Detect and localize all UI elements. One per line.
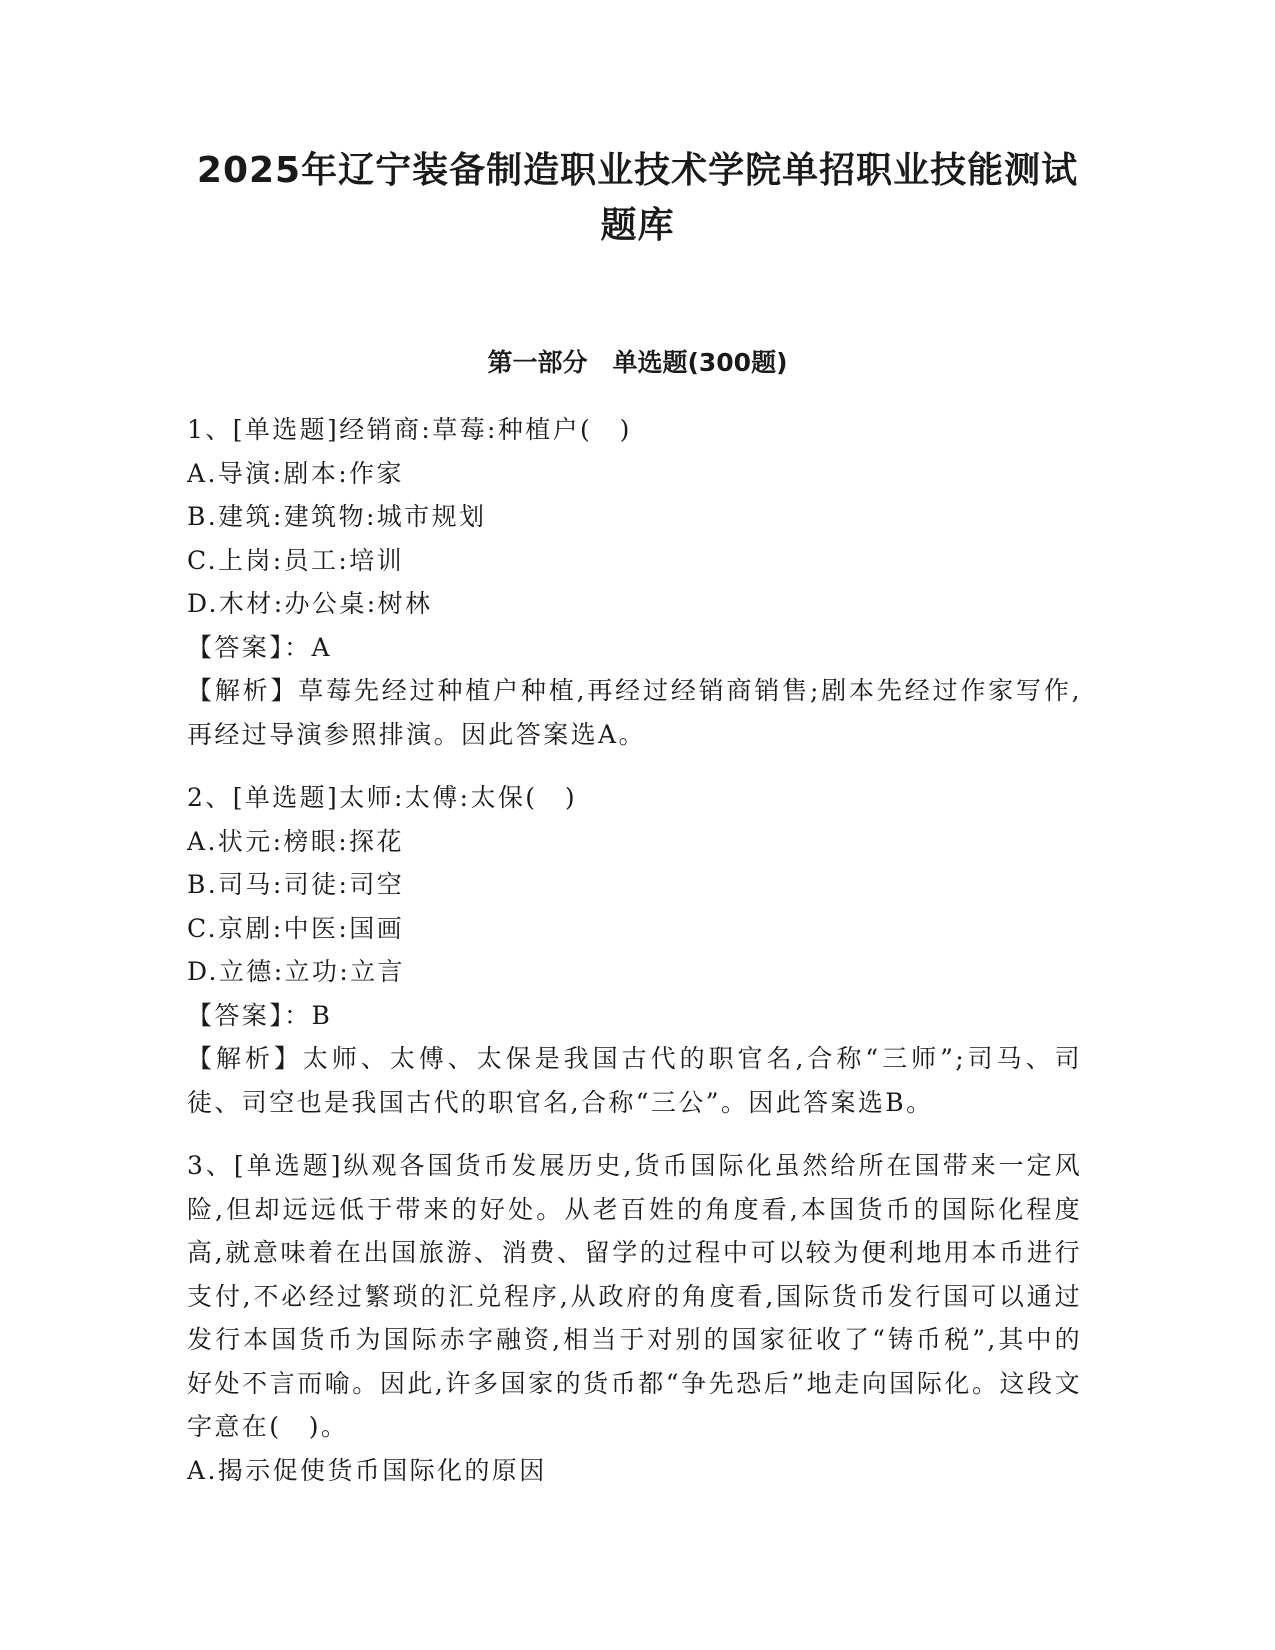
question-stem: 3、[单选题]纵观各国货币发展历史,货币国际化虽然给所在国带来一定风险,但却远远低于带来的好处。从老百姓的角度看,本国货币的国际化程度高,就意味着在出国旅游、消费、留学的过程中可以较为便利地用本币进行支付,不必经过繁琐的汇兑程序,从政府的角度看,国际货币发行国可以通过发行本国货币为国际赤字融资,相当于对别的国家征收了“铸币税”,其中的好处不言而喻。因此,许多国家的货币都“争先恐后”地走向国际化。这段文字意在( )。 <box>187 1151 1082 1441</box>
option-a: A.导演:剧本:作家 <box>187 458 404 488</box>
title-line-1: 2025年辽宁装备制造职业技术学院单招职业技能测试 <box>196 150 1079 191</box>
option-d: D.立德:立功:立言 <box>187 957 405 986</box>
option-a: A.状元:榜眼:探花 <box>187 826 404 856</box>
answer: 【答案】：A <box>187 632 332 662</box>
option-a: A.揭示促使货币国际化的原因 <box>187 1455 547 1485</box>
question-3 <box>187 1144 1082 1492</box>
question-stem: 1、[单选题]经销商:草莓:种植户( ) <box>187 415 632 444</box>
question-list <box>187 408 1082 1512</box>
answer: 【答案】：B <box>187 1000 333 1030</box>
option-d: D.木材:办公桌:树林 <box>187 589 433 618</box>
question-1 <box>187 408 1082 756</box>
question-2 <box>187 776 1082 1124</box>
title-line-2: 题库 <box>600 205 675 246</box>
option-b: B.司马:司徒:司空 <box>187 870 405 899</box>
analysis: 【解析】太师、太傅、太保是我国古代的职官名,合称“三师”;司马、司徒、司空也是我国古代的职官名,合称“三公”。因此答案选B。 <box>187 1044 1082 1117</box>
document-title <box>180 143 1095 253</box>
option-b: B.建筑:建筑物:城市规划 <box>187 502 487 531</box>
analysis: 【解析】草莓先经过种植户种植,再经过经销商销售;剧本先经过作家写作,再经过导演参照排演。因此答案选A。 <box>187 676 1082 749</box>
question-stem: 2、[单选题]太师:太傅:太保( ) <box>187 783 577 812</box>
option-c: C.上岗:员工:培训 <box>187 545 405 575</box>
section-title: 第一部分 单选题(300题) <box>487 348 788 377</box>
option-c: C.京剧:中医:国画 <box>187 913 405 943</box>
